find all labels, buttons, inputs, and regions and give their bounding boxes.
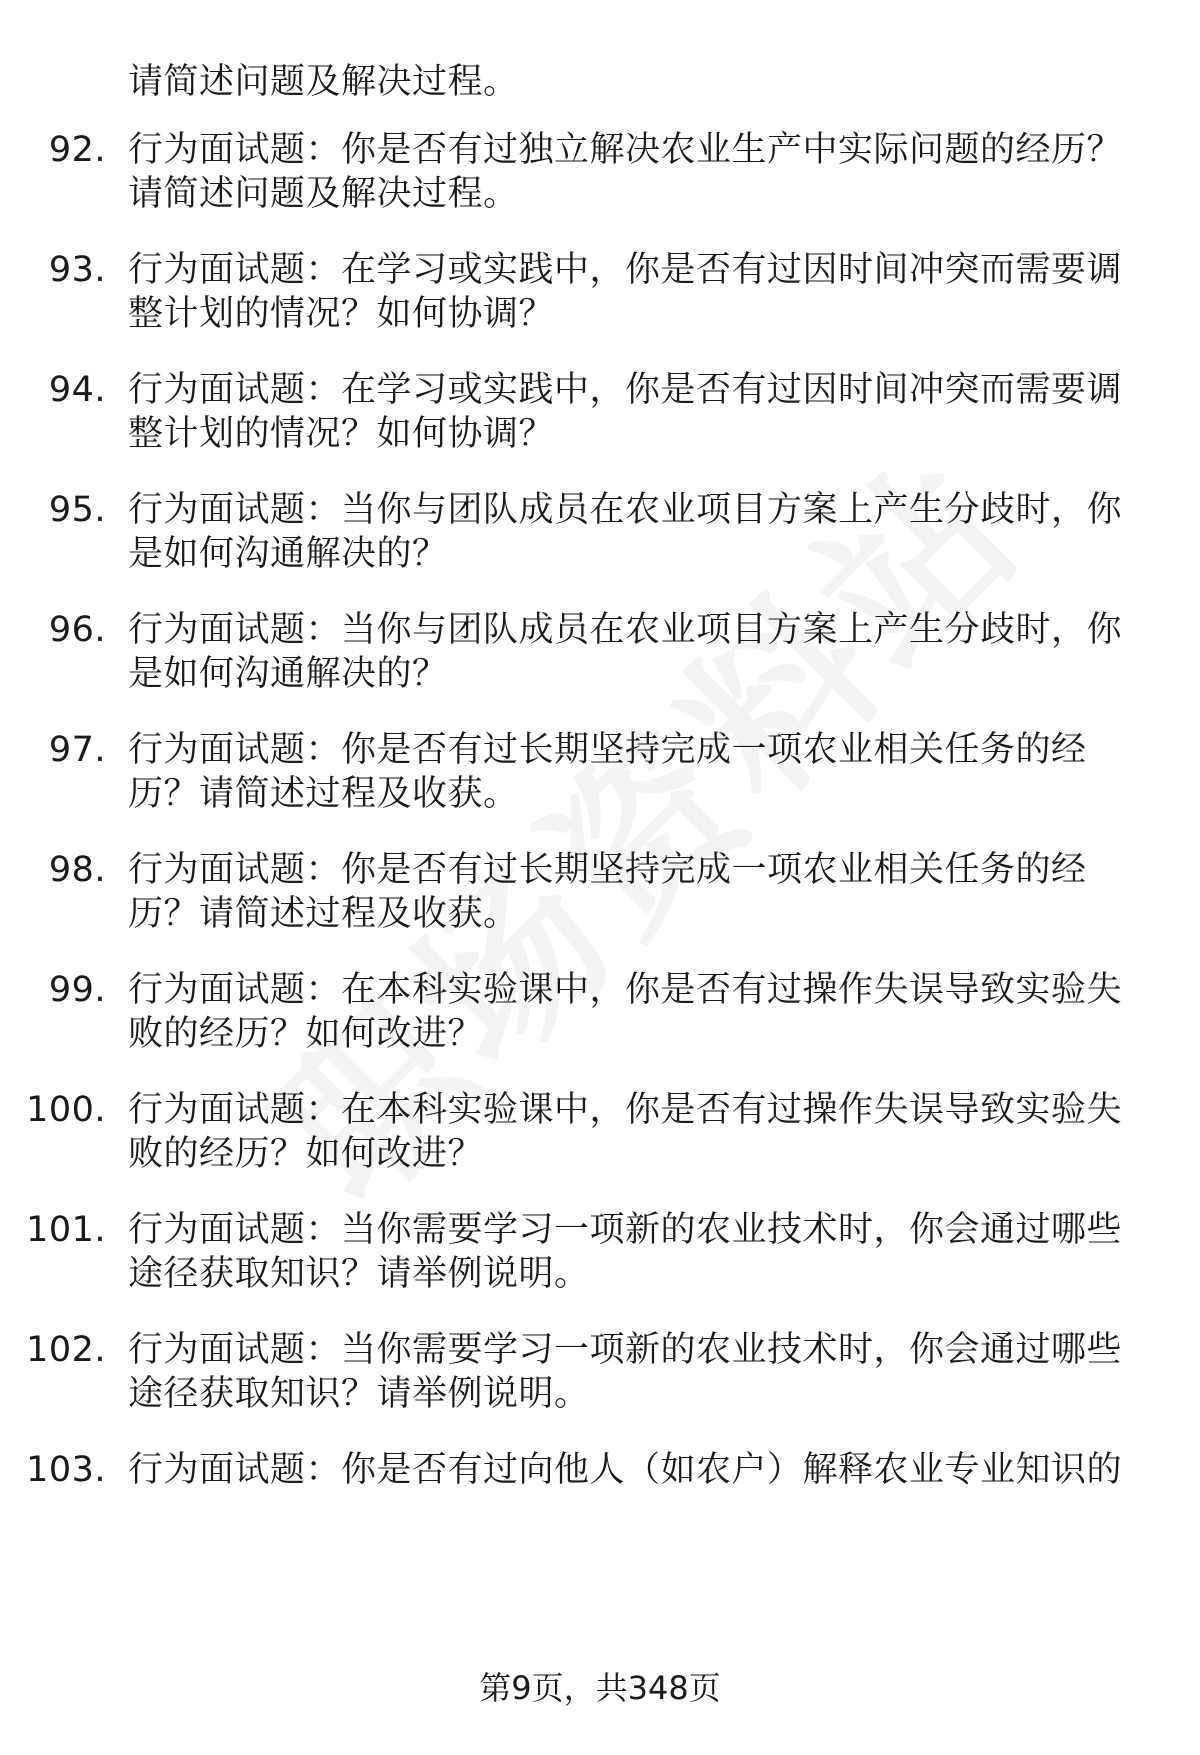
item-text-line-1: 行为面试题：在本科实验课中，你是否有过操作失误导致实验失 <box>128 970 1123 1010</box>
page-number-footer: 第9页，共348页 <box>479 1669 721 1707</box>
item-text-line-1: 行为面试题：当你需要学习一项新的农业技术时，你会通过哪些 <box>128 1330 1123 1370</box>
item-text-line-2: 是如何沟通解决的？ <box>128 534 448 574</box>
item-text-line-2: 请简述问题及解决过程。 <box>128 174 519 214</box>
item-text-line-2: 历？请简述过程及收获。 <box>128 894 519 934</box>
item-text-line-2: 败的经历？如何改进？ <box>128 1134 484 1174</box>
item-text-line-1: 行为面试题：你是否有过长期坚持完成一项农业相关任务的经 <box>128 850 1087 890</box>
item-number: 102. <box>26 1330 106 1370</box>
item-text-line-1: 行为面试题：你是否有过长期坚持完成一项农业相关任务的经 <box>128 730 1087 770</box>
item-number: 103. <box>26 1450 106 1490</box>
item-text-line-1: 行为面试题：当你需要学习一项新的农业技术时，你会通过哪些 <box>128 1210 1123 1250</box>
item-number: 96. <box>48 610 106 650</box>
item-number: 101. <box>26 1210 106 1250</box>
item-text-line-2: 整计划的情况？如何协调？ <box>128 414 555 454</box>
item-number: 97. <box>48 730 106 770</box>
item-text-line-1: 行为面试题：当你与团队成员在农业项目方案上产生分歧时，你 <box>128 490 1123 530</box>
item-text-line-2: 整计划的情况？如何协调？ <box>128 294 555 334</box>
item-number: 100. <box>26 1090 106 1130</box>
item-text-line-1: 行为面试题：在学习或实践中，你是否有过因时间冲突而需要调 <box>128 250 1123 290</box>
item-number: 92. <box>48 130 106 170</box>
item-number: 95. <box>48 490 106 530</box>
item-text-line-2: 败的经历？如何改进？ <box>128 1014 484 1054</box>
item-text-line-1: 行为面试题：当你与团队成员在农业项目方案上产生分歧时，你 <box>128 610 1123 650</box>
item-text-line-1: 行为面试题：你是否有过向他人（如农户）解释农业专业知识的 <box>128 1450 1123 1490</box>
item-number: 94. <box>48 370 106 410</box>
item-text-line-1: 行为面试题：在学习或实践中，你是否有过因时间冲突而需要调 <box>128 370 1123 410</box>
item-text-line-1: 行为面试题：你是否有过独立解决农业生产中实际问题的经历？ <box>128 130 1123 170</box>
item-text-line-1: 行为面试题：在本科实验课中，你是否有过操作失误导致实验失 <box>128 1090 1123 1130</box>
item-number: 93. <box>48 250 106 290</box>
item-number: 99. <box>48 970 106 1010</box>
item-text-line-2: 途径获取知识？请举例说明。 <box>128 1374 590 1414</box>
continuation-text: 请简述问题及解决过程。 <box>128 62 519 102</box>
item-number: 98. <box>48 850 106 890</box>
item-text-line-2: 途径获取知识？请举例说明。 <box>128 1254 590 1294</box>
item-text-line-2: 历？请简述过程及收获。 <box>128 774 519 814</box>
item-text-line-2: 是如何沟通解决的？ <box>128 654 448 694</box>
